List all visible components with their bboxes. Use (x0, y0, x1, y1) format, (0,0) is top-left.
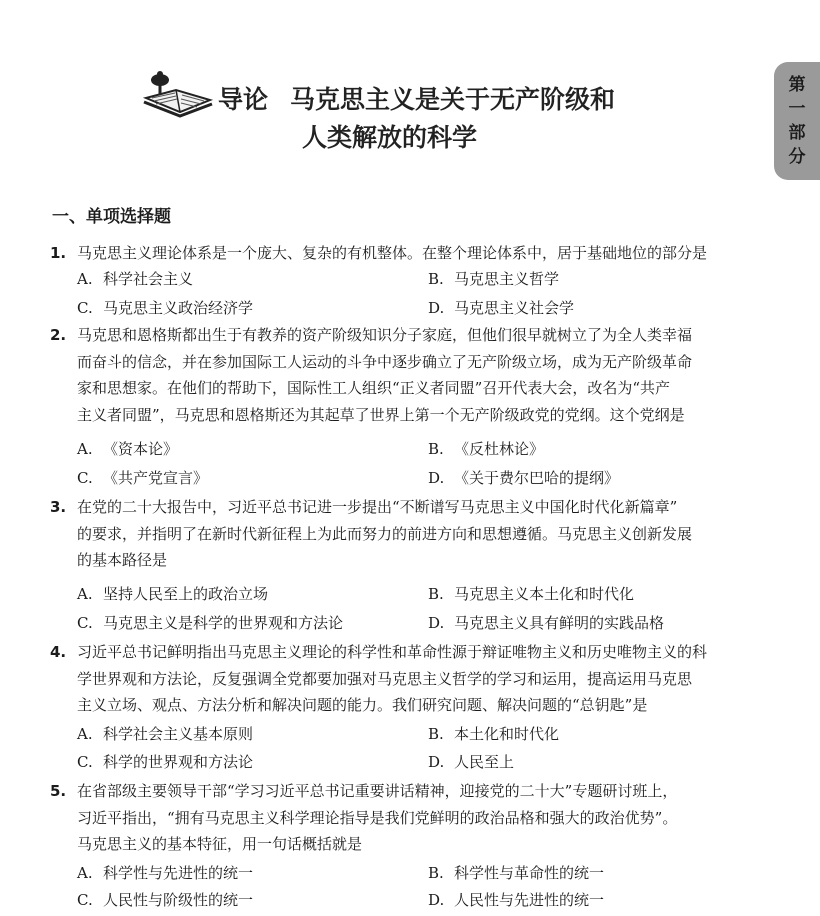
side-tab-char: 分 (788, 147, 806, 167)
option-a (77, 268, 193, 289)
option-letter: B. (428, 440, 444, 458)
side-tab-char: 一 (788, 99, 806, 119)
chapter-title-line1: 马克思主义是关于无产阶级和 (290, 85, 616, 114)
option-a (77, 862, 253, 883)
question-number: 3. (50, 498, 67, 516)
option-letter: A. (77, 440, 93, 458)
stem-line: 马克思主义理论体系是一个庞大、复杂的有机整体。在整个理论体系中，居于基础地位的部分是 (77, 244, 708, 262)
option-text: 《资本论》 (103, 440, 179, 458)
option-text: 《关于费尔巴哈的提纲》 (454, 469, 620, 487)
stem-line: 主义立场、观点、方法分析和解决问题的能力。我们研究问题、解决问题的“总钥匙”是 (77, 696, 648, 714)
option-text: 马克思主义哲学 (454, 270, 560, 288)
option-letter: C. (77, 891, 93, 909)
question-stem (77, 639, 747, 719)
stem-line: 在党的二十大报告中，习近平总书记进一步提出“不断谱写马克思主义中国化时代化新篇章” (77, 498, 678, 516)
option-text: 《共产党宣言》 (103, 469, 209, 487)
stem-line: 习近平总书记鲜明指出马克思主义理论的科学性和革命性源于辩证唯物主义和历史唯物主义的科 (77, 643, 708, 661)
option-letter: D. (428, 753, 445, 771)
side-tab-char: 部 (788, 123, 806, 143)
option-c (77, 751, 253, 772)
option-letter: C. (77, 299, 93, 317)
stem-line: 而奋斗的信念，并在参加国际工人运动的斗争中逐步确立了无产阶级立场，成为无产阶级革命 (77, 352, 693, 371)
chapter-title-line2: 人类解放的科学 (302, 123, 478, 152)
option-text: 马克思主义是科学的世界观和方法论 (103, 614, 344, 632)
option-text: 《反杜林论》 (454, 440, 545, 458)
option-text: 马克思主义具有鲜明的实践品格 (454, 614, 665, 632)
option-text: 人民性与阶级性的统一 (103, 891, 254, 909)
part-one-side-tab (774, 62, 820, 180)
question-stem (77, 322, 747, 428)
option-text: 科学社会主义基本原则 (103, 725, 254, 743)
option-text: 马克思主义社会学 (454, 299, 575, 317)
option-text: 科学性与革命性的统一 (454, 864, 605, 882)
option-text: 科学的世界观和方法论 (103, 753, 254, 771)
option-text: 人民至上 (454, 753, 515, 771)
option-text: 坚持人民至上的政治立场 (103, 585, 269, 603)
question-number: 2. (50, 326, 67, 344)
option-letter: B. (428, 864, 444, 882)
option-letter: A. (77, 725, 93, 743)
option-a (77, 583, 268, 604)
question-number: 1. (50, 244, 67, 262)
option-letter: D. (428, 891, 445, 909)
option-text: 马克思主义本土化和时代化 (454, 585, 635, 603)
option-d (428, 297, 574, 318)
question-number: 5. (50, 782, 67, 800)
option-b (428, 583, 634, 604)
chapter-label: 导论 (218, 85, 269, 114)
stem-line: 的要求，并指明了在新时代新征程上为此而努力的前进方向和思想遵循。马克思主义创新发展 (77, 524, 693, 543)
option-d (428, 889, 604, 910)
question-stem (77, 494, 747, 574)
question-number: 4. (50, 643, 67, 661)
option-text: 科学性与先进性的统一 (103, 864, 254, 882)
option-letter: C. (77, 469, 93, 487)
stem-line: 马克思主义的基本特征，用一句话概括就是 (77, 835, 363, 853)
option-text: 人民性与先进性的统一 (454, 891, 605, 909)
option-a (77, 438, 178, 459)
option-letter: B. (428, 270, 444, 288)
option-letter: D. (428, 299, 445, 317)
question-stem (77, 778, 747, 858)
stem-line: 马克思和恩格斯都出生于有教养的资产阶级知识分子家庭，但他们很早就树立了为全人类幸福 (77, 326, 693, 344)
option-d (428, 612, 664, 633)
option-text: 本土化和时代化 (454, 725, 560, 743)
stem-line: 的基本路径是 (77, 551, 168, 569)
option-a (77, 723, 253, 744)
stem-line: 主义者同盟”，马克思和恩格斯还为其起草了世界上第一个无产阶级政党的党纲。这个党纲是 (77, 405, 685, 424)
option-letter: B. (428, 585, 444, 603)
option-letter: A. (77, 864, 93, 882)
option-letter: A. (77, 270, 93, 288)
stem-line: 在省部级主要领导干部“学习习近平总书记重要讲话精神，迎接党的二十大”专题研讨班上， (77, 782, 678, 800)
option-c (77, 297, 253, 318)
question-stem (77, 240, 747, 267)
option-b (428, 723, 559, 744)
option-c (77, 612, 343, 633)
option-letter: D. (428, 469, 445, 487)
option-letter: B. (428, 725, 444, 743)
option-b (428, 862, 604, 883)
option-letter: A. (77, 585, 93, 603)
option-c (77, 889, 253, 910)
option-text: 科学社会主义 (103, 270, 194, 288)
option-b (428, 438, 544, 459)
section-heading: 一、单项选择题 (52, 207, 171, 227)
option-d (428, 467, 619, 488)
side-tab-char: 第 (788, 75, 806, 95)
option-letter: D. (428, 614, 445, 632)
option-letter: C. (77, 753, 93, 771)
option-d (428, 751, 514, 772)
stem-line: 学世界观和方法论，反复强调全党都要加强对马克思主义哲学的学习和运用，提高运用马克思 (77, 669, 693, 688)
option-text: 马克思主义政治经济学 (103, 299, 254, 317)
stem-line: 家和思想家。在他们的帮助下，国际性工人组织“正义者同盟”召开代表大会，改名为“共产 (77, 379, 671, 397)
open-book-lamp-icon (140, 62, 214, 120)
option-b (428, 268, 559, 289)
option-c (77, 467, 208, 488)
option-letter: C. (77, 614, 93, 632)
stem-line: 习近平指出，“拥有马克思主义科学理论指导是我们党鲜明的政治品格和强大的政治优势”。 (77, 808, 678, 827)
